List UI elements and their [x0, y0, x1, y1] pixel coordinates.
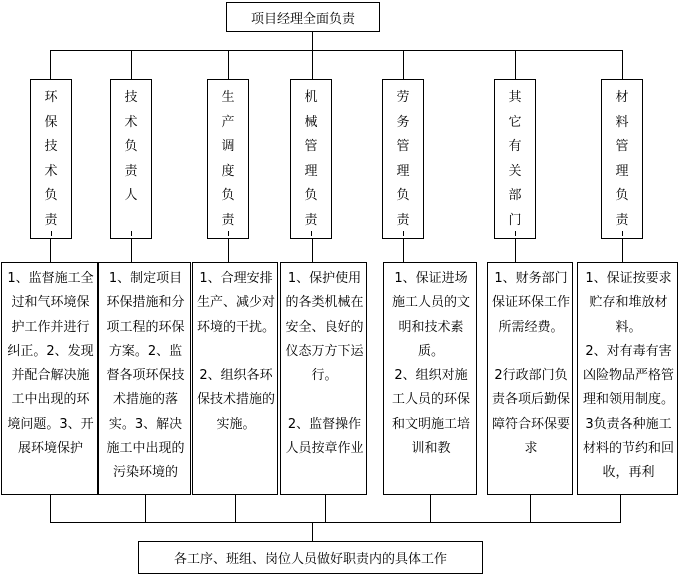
role-char: 责	[124, 163, 138, 179]
role-char: 产	[221, 114, 235, 130]
duty-box-tech-lead	[98, 262, 191, 495]
role-char: 管	[615, 139, 629, 154]
staff-duty-label: 各工序、班组、岗位人员做好职责内的具体工作	[173, 552, 447, 567]
link-line-3	[228, 239, 229, 262]
role-char: 责	[221, 212, 235, 228]
role-char: 负	[396, 188, 410, 203]
role-char: 理	[615, 163, 629, 179]
role-char: 责	[304, 212, 318, 228]
duty-box-env-tech	[1, 262, 98, 495]
rise-line-7	[620, 495, 621, 522]
role-char: 材	[615, 90, 629, 105]
role-char: 料	[615, 114, 629, 130]
duty-box-other-dept	[487, 262, 573, 495]
drop-line-7	[622, 50, 623, 79]
role-box-tech-lead	[110, 79, 152, 239]
drop-line-3	[228, 50, 229, 79]
role-char: 负	[304, 188, 318, 203]
role-box-production	[207, 79, 249, 239]
project-manager-box	[226, 2, 380, 32]
duty-box-materials	[577, 262, 678, 495]
duty-text: 1、保护使用的各类机械在安全、良好的仪态万方下运行。 2、监督操作人员按章作业	[285, 271, 364, 457]
duty-text: 1、财务部门保证环保工作所需经费。 2行政部门负责各项后勤保障符合环保要求	[492, 271, 571, 457]
rise-line-2	[145, 495, 146, 522]
link-line-1	[50, 239, 51, 262]
duty-box-production	[192, 262, 278, 495]
link-line-4	[312, 239, 313, 262]
role-char: 它	[508, 114, 522, 130]
role-char: 有	[508, 139, 522, 154]
role-char: 术	[124, 114, 138, 130]
link-line-7	[622, 239, 623, 262]
role-label	[304, 86, 317, 233]
role-char: 负	[615, 188, 629, 203]
role-label	[44, 86, 57, 233]
project-manager-label: 项目经理全面负责	[250, 11, 355, 27]
role-char: 负	[44, 188, 58, 203]
role-char: 其	[508, 90, 522, 105]
role-box-other-dept	[494, 79, 536, 239]
role-label	[615, 86, 628, 233]
role-char: 术	[44, 163, 58, 179]
trunk-line	[312, 32, 313, 50]
role-char: 技	[124, 90, 138, 105]
drop-line-4	[312, 50, 313, 79]
drop-line-5	[403, 50, 404, 79]
role-box-materials	[601, 79, 643, 239]
role-char: 责	[44, 212, 58, 228]
role-label	[221, 86, 234, 233]
role-box-env-tech	[30, 79, 72, 239]
role-char: 管	[304, 139, 318, 154]
link-line-2	[131, 239, 132, 262]
link-line-6	[515, 239, 516, 262]
role-char: 门	[508, 212, 522, 228]
duty-box-machinery	[280, 262, 367, 495]
role-char: 务	[396, 114, 410, 130]
role-char: 负	[221, 188, 235, 203]
role-label	[396, 86, 409, 233]
role-char: 部	[508, 188, 522, 203]
role-char: 生	[221, 90, 235, 105]
role-box-labor	[382, 79, 424, 239]
bottom-bus-line	[50, 522, 621, 523]
role-char: 度	[221, 163, 235, 179]
duty-text: 1、监督施工全过和气环境保护工作并进行纠正。2、发现并配合解决施工中出现的环境问题。3、开展环境保护	[7, 271, 94, 457]
rise-line-6	[530, 495, 531, 522]
role-char: 理	[396, 163, 410, 179]
duty-text: 1、制定项目环保措施和分项工程的环保方案。2、监督各项环保技术措施的落实。3、解决施工中出现的污染环境的	[106, 271, 185, 481]
duty-text: 1、合理安排生产、减少对环境的干扰。 2、组织各环保技术措施的实施。	[197, 271, 276, 432]
role-char: 机	[304, 90, 318, 105]
role-char: 械	[304, 114, 318, 130]
role-char: 人	[124, 188, 138, 203]
link-line-5	[403, 239, 404, 262]
top-bus-line	[50, 50, 622, 51]
role-char: 技	[44, 139, 58, 154]
role-char: 调	[221, 139, 235, 154]
role-char: 负	[124, 139, 138, 154]
duty-box-labor	[383, 262, 477, 495]
duty-text: 1、保证进场施工人员的文明和技术素质。 2、组织对施工人员的环保和文明施工培训和教	[391, 271, 470, 457]
rise-line-4	[325, 495, 326, 522]
rise-line-5	[430, 495, 431, 522]
bottom-trunk-line	[312, 522, 313, 541]
rise-line-3	[235, 495, 236, 522]
role-label	[124, 86, 137, 209]
role-box-machinery	[290, 79, 332, 239]
role-char: 责	[615, 212, 629, 228]
drop-line-6	[515, 50, 516, 79]
role-char: 管	[396, 139, 410, 154]
drop-line-1	[50, 50, 51, 79]
role-char: 关	[508, 163, 522, 179]
role-char: 责	[396, 212, 410, 228]
staff-duty-box	[138, 541, 483, 574]
duty-text: 1、保证按要求贮存和堆放材料。 2、对有毒有害凶险物品严格管理和领用制度。 3负责各种施工材料的节约和回收，再利	[582, 271, 674, 481]
role-char: 劳	[396, 90, 410, 105]
rise-line-1	[50, 495, 51, 522]
role-char: 环	[44, 90, 58, 105]
role-label	[508, 86, 521, 233]
role-char: 保	[44, 114, 58, 130]
drop-line-2	[131, 50, 132, 79]
role-char: 理	[304, 163, 318, 179]
